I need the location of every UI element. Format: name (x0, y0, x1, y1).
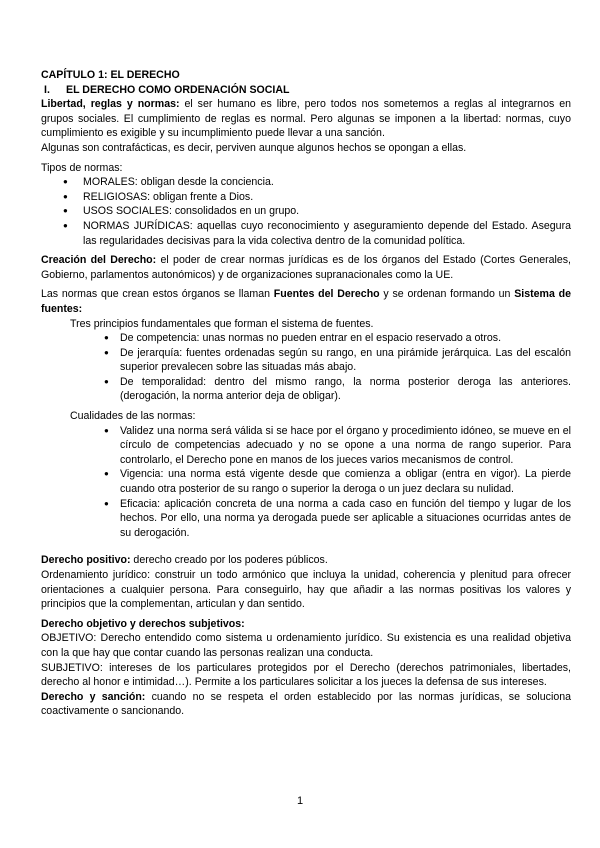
list-item: ● MORALES: obligan desde la conciencia. (41, 175, 571, 190)
fuentes-bold2: Sistema de fuentes: (41, 288, 571, 315)
list-item: ● De competencia: unas normas no pueden entrar en el espacio reservado a otros. (41, 331, 571, 346)
list-item: ● De jerarquía: fuentes ordenadas según su rango, en una pirámide jerárquica. Las del escalón superior prevalecen sobre las situadas más abajo. (41, 346, 571, 375)
tipos-heading: Tipos de normas: (41, 161, 123, 174)
section-title: EL DERECHO COMO ORDENACIÓN SOCIAL (66, 83, 290, 96)
fuentes-mid: y se ordenan formando un (379, 288, 515, 301)
list-item: ● Validez una norma será válida si se hace por el órgano y procedimiento idóneo, se mueve en el círculo de competencias adecuado y no se opone a una norma de rango superior. Para controlarlo, el Derecho pone en manos de los jueces varios mecanismos de control. (41, 424, 571, 468)
fuentes-paragraph (41, 287, 571, 316)
objetivo-paragraph: OBJETIVO: Derecho entendido como sistema u ordenamiento jurídico. Su existencia es una realidad objetiva con la que hay que contar cuando las personas realizan una conducta. (41, 632, 571, 659)
libertad-text: el ser humano es libre, pero todos nos sometemos a reglas al integrarnos en grupos sociales. El cumplimiento de reglas es normal. Pero algunas se imponen a la libertad: normas, cuyo cumplimiento es exigible y su incumplimiento puede llevar a una sanción. (41, 98, 571, 140)
ordenamiento-paragraph: Ordenamiento jurídico: construir un todo armónico que incluya la unidad, coherencia y plenitud para ofrecer orientaciones a cualquier persona. Para conseguirlo, hay que añadir a las normas positivas los valores y principios que la complementan, articulan y dan sentido. (41, 569, 571, 611)
principios-heading: Tres principios fundamentales que forman el sistema de fuentes. (70, 317, 374, 330)
cualidades-heading: Cualidades de las normas: (70, 410, 196, 423)
list-item: ● De temporalidad: dentro del mismo rango, la norma posterior deroga las anteriores. (derogación, la norma anterior deja de obligar). (41, 375, 571, 404)
section-heading (41, 83, 571, 98)
positivo-text: derecho creado por los poderes públicos. (130, 554, 328, 567)
libertad-paragraph (41, 97, 571, 141)
chapter-title: CAPÍTULO 1: EL DERECHO (41, 69, 180, 81)
section-number: I. (44, 83, 50, 96)
page-number: 1 (296, 795, 304, 807)
creacion-paragraph (41, 253, 571, 282)
list-item: ● RELIGIOSAS: obligan frente a Dios. (41, 190, 571, 205)
sancion-paragraph (41, 690, 571, 719)
creacion-text: el poder de crear normas jurídicas es de los órganos del Estado (Cortes Generales, Gobierno, parlamentos autonómicos) y de organizaciones supranacionales como la UE. (41, 254, 571, 281)
tipos-list (41, 175, 571, 248)
creacion-heading: Creación del Derecho: (41, 254, 157, 267)
list-item: ● USOS SOCIALES: consolidados en un grupo. (41, 204, 571, 219)
positivo-heading: Derecho positivo: (41, 554, 131, 567)
sancion-text: cuando no se respeta el orden establecido por las normas jurídicas, se soluciona coactivamente o sancionando. (41, 690, 571, 718)
fuentes-pre: Las normas que crean estos órganos se llaman (41, 288, 274, 301)
document-page (41, 68, 571, 719)
sancion-heading: Derecho y sanción: (41, 690, 146, 703)
positivo-paragraph (41, 553, 571, 568)
libertad-heading: Libertad, reglas y normas: (41, 98, 180, 111)
subjetivo-paragraph: SUBJETIVO: intereses de los particulares protegidos por el Derecho (derechos patrimoniales, libertades, derecho al honor e intimidad…). Permite a los particulares solicitar a los jueces la defensa de sus intereses. (41, 661, 571, 689)
cualidades-list (41, 424, 571, 541)
objetivo-heading: Derecho objetivo y derechos subjetivos: (41, 617, 245, 630)
list-item: ● Eficacia: aplicación concreta de una norma a cada caso en función del tiempo y lugar de los hechos. Por ello, una norma ya derogada puede ser aplicable a situaciones ocurridas antes de su derogación. (41, 497, 571, 541)
list-item: ● NORMAS JURÍDICAS: aquellas cuyo reconocimiento y aseguramiento depende del Estado. Asegura las regularidades decisivas para la vida colectiva dentro de la comunidad política. (41, 219, 571, 248)
list-item: ● Vigencia: una norma está vigente desde que comienza a obligar (entra en vigor). La pierde cuando otra posterior de su rango o superior la deroga o un juez declara su nulidad. (41, 467, 571, 496)
libertad-extra: Algunas son contrafácticas, es decir, perviven aunque algunos hechos se opongan a ellas. (41, 141, 467, 154)
fuentes-bold1: Fuentes del Derecho (273, 288, 380, 301)
principios-list (41, 331, 571, 404)
